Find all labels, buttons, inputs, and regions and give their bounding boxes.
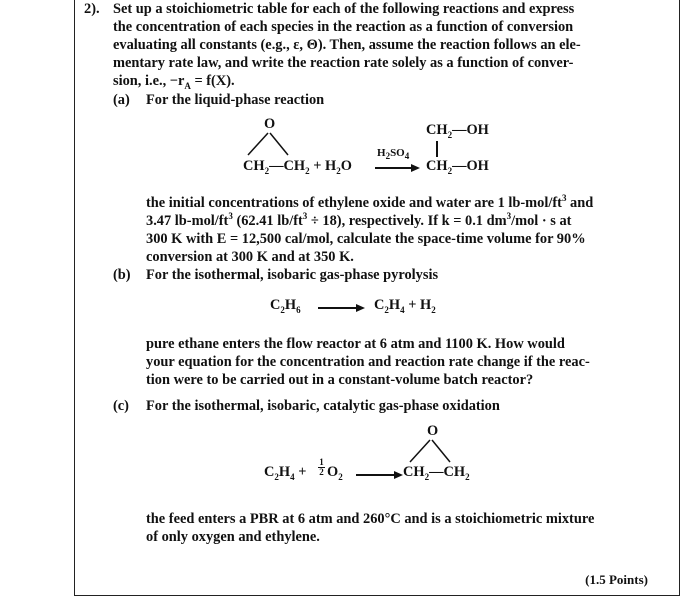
- catalyst-label: $H_2SO_4$: [377, 147, 410, 162]
- ring-bond-right-c: [432, 440, 450, 462]
- epoxide-ring-a: [240, 131, 300, 157]
- intro-line-3: evaluating all constants (e.g., ε, Θ). Then, assume the reaction follows an ele-: [113, 37, 581, 53]
- part-a-heading: For the liquid-phase reaction: [146, 92, 325, 108]
- product-b: $C_2H_4 + H_2$: [374, 297, 436, 315]
- part-b-label: (b): [113, 267, 131, 283]
- part-b-line-1: pure ethane enters the flow reactor at 6 atm and 1100 K. How would: [146, 336, 565, 352]
- part-a-line-1: the initial concentrations of ethylene oxide and water are 1 $lb-mol/ft^3$ and: [146, 193, 594, 211]
- product-c: $CH_2—CH_2$: [403, 464, 470, 482]
- fraction-denominator: 2: [319, 467, 324, 477]
- part-b-line-2: your equation for the concentration and reaction rate change if the reac-: [146, 354, 590, 370]
- fraction-numerator: 1: [319, 457, 324, 467]
- product-a-top: $CH_2—OH$: [426, 122, 489, 140]
- part-c-heading: For the isothermal, isobaric, catalytic gas-phase oxidation: [146, 398, 500, 414]
- intro-line-1: Set up a stoichiometric table for each of the following reactions and express: [113, 1, 575, 17]
- reaction-arrow-b: [318, 307, 358, 309]
- arrow-head-a: [411, 164, 420, 172]
- part-a-line-2: 3.47 $lb-mol/ft^3$ (62.41 $lb/ft^3 \div 18$), respectively. If k = 0.1 $dm^3$/mol · s at: [146, 211, 572, 229]
- part-c-line-2: of only oxygen and ethylene.: [146, 529, 320, 545]
- part-a-line-4: conversion at 300 K and at 350 K.: [146, 249, 354, 265]
- arrow-head-c: [394, 471, 403, 479]
- ring-bond-left: [248, 133, 268, 155]
- part-c-line-1: the feed enters a PBR at 6 atm and 260°C and is a stoichiometric mixture: [146, 511, 595, 527]
- intro-line-4: mentary rate law, and write the reaction rate solely as a function of conver-: [113, 55, 574, 71]
- intro-line-5: [113, 72, 235, 91]
- rate-eq: = f(X).: [190, 73, 235, 89]
- reaction-arrow-c: [356, 474, 396, 476]
- reactant-c: $C_2H_4$ +: [264, 464, 307, 482]
- ring-bond-right: [270, 133, 288, 155]
- part-a-line-3: 300 K with E = 12,500 cal/mol, calculate the space-time volume for 90%: [146, 231, 586, 247]
- oxygen-formula: $O_2$: [327, 464, 343, 482]
- reaction-arrow-a: [375, 167, 413, 169]
- part-b-heading: For the isothermal, isobaric gas-phase pyrolysis: [146, 267, 439, 283]
- part-c-label: (c): [113, 398, 129, 414]
- reactant-b: $C_2H_6$: [270, 297, 301, 315]
- part-b-line-3: tion were to be carried out in a constant-volume batch reactor?: [146, 372, 534, 388]
- rate-text: sion, i.e., −r: [113, 73, 185, 89]
- problem-number: 2).: [84, 1, 100, 17]
- product-a-bond: [436, 141, 438, 157]
- intro-line-2: the concentration of each species in the reaction as a function of conversion: [113, 19, 574, 35]
- oxygen-fraction: [318, 458, 325, 477]
- epoxide-ring-c: [402, 438, 462, 464]
- product-a-bottom: $CH_2—OH$: [426, 158, 489, 176]
- points-label: (1.5 Points): [585, 572, 648, 587]
- epoxide-oxygen-a: O: [264, 116, 276, 132]
- part-a-label: (a): [113, 92, 130, 108]
- arrow-head-b: [356, 304, 365, 312]
- ring-bond-left-c: [410, 440, 430, 462]
- reactant-a-formula: $CH_2—CH_2 + H_2O$: [243, 158, 352, 176]
- epoxide-oxygen-c: O: [427, 423, 439, 439]
- rate-sub-a: A: [184, 80, 191, 91]
